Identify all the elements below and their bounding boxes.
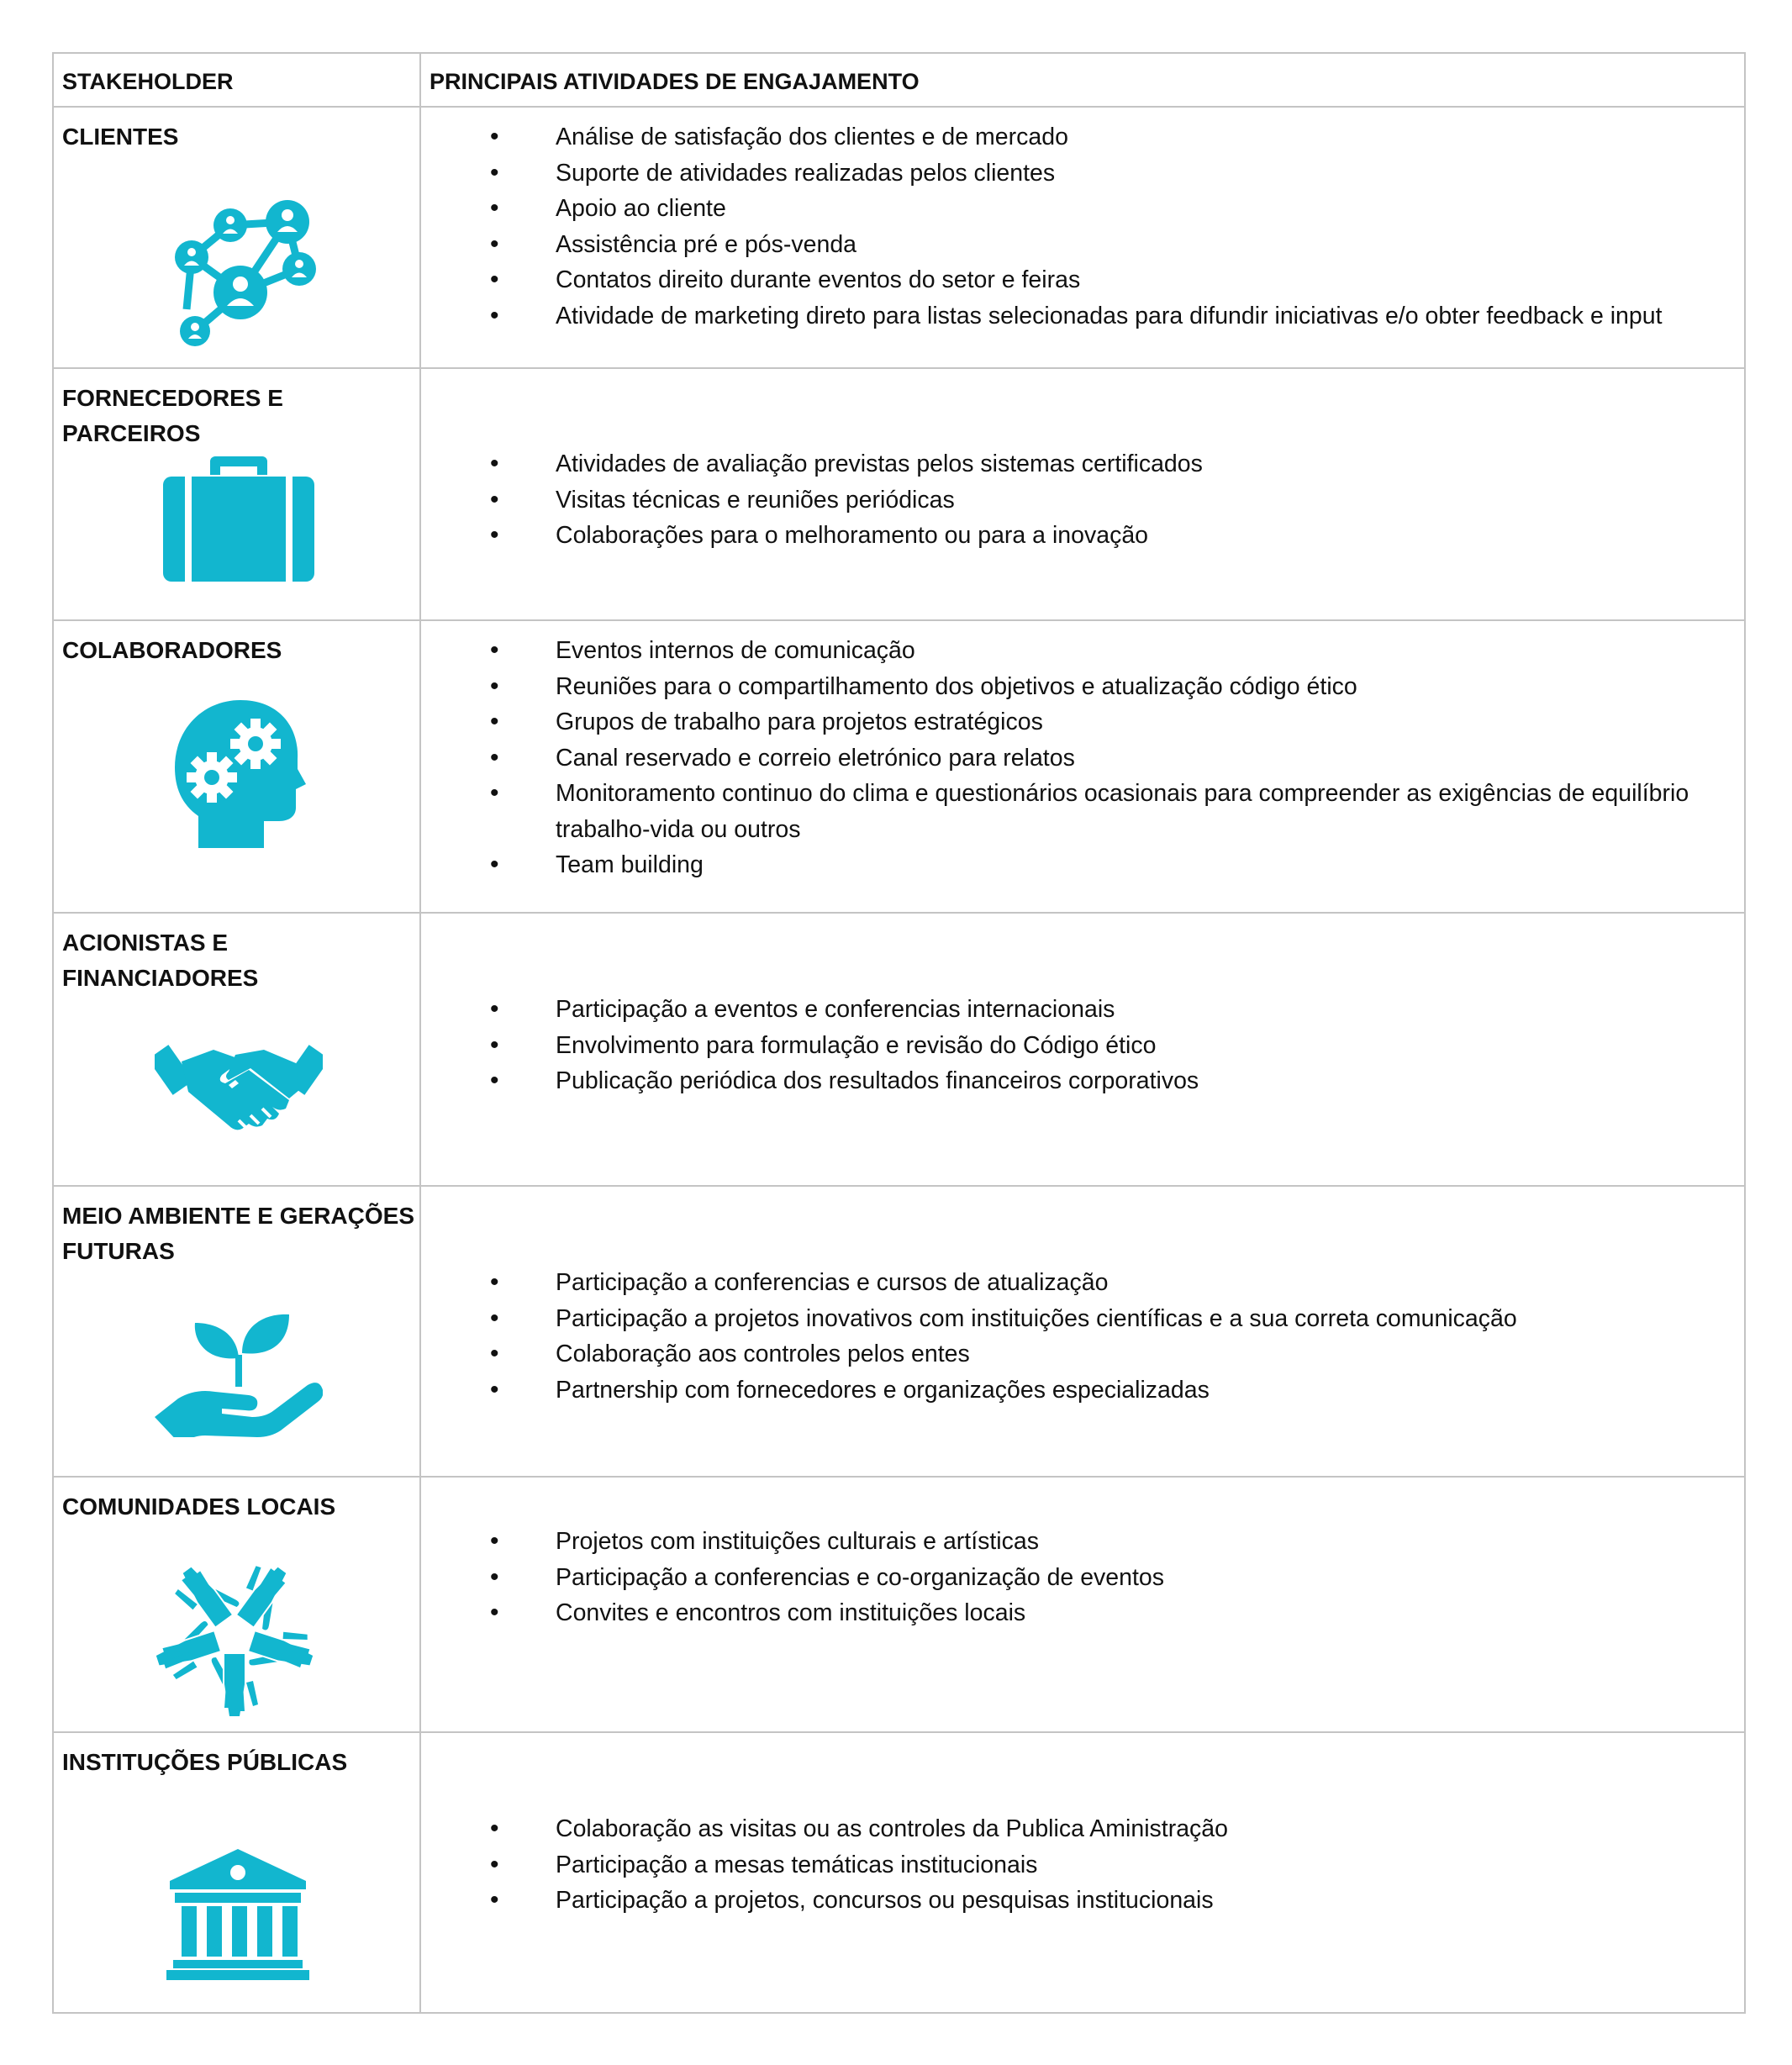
activity-item: • Participação a eventos e conferencias internacionais (421, 992, 1744, 1028)
activity-item: • Atividades de avaliação previstas pelos sistemas certificados (421, 446, 1744, 482)
stakeholder-cell (53, 620, 420, 913)
activity-list (421, 108, 1744, 334)
activities-cell (420, 107, 1745, 368)
activity-item: • Visitas técnicas e reuniões periódicas (421, 482, 1744, 519)
row-acionistas (53, 913, 1745, 1186)
activities-cell (420, 1477, 1745, 1732)
activity-item: • Participação a conferencias e co-organização de eventos (421, 1560, 1744, 1596)
stakeholder-label: COMUNIDADES LOCAIS (62, 1493, 336, 1520)
activities-cell (420, 1732, 1745, 2013)
briefcase-icon (163, 451, 314, 582)
activity-item: • Team building (421, 847, 1744, 883)
stakeholder-table (52, 52, 1746, 2014)
activity-item: • Eventos internos de comunicação (421, 633, 1744, 669)
activities-cell (420, 913, 1745, 1186)
stakeholder-cell (53, 1477, 420, 1732)
stakeholder-label: FORNECEDORES E PARCEIROS (62, 385, 283, 446)
activity-item: • Assistência pré e pós-venda (421, 227, 1744, 263)
activity-list (421, 1187, 1744, 1408)
network-people-icon (155, 192, 323, 351)
activity-item: • Publicação periódica dos resultados financeiros corporativos (421, 1063, 1744, 1099)
row-instituicoes (53, 1732, 1745, 2013)
activity-list (421, 1478, 1744, 1631)
stakeholder-label: MEIO AMBIENTE E GERAÇÕES FUTURAS (62, 1203, 415, 1264)
activities-cell (420, 1186, 1745, 1477)
activity-item: • Atividade de marketing direto para listas selecionadas para difundir iniciativas e/o obter feedback e input (421, 298, 1744, 335)
activity-item: • Partnership com fornecedores e organizações especializadas (421, 1372, 1744, 1409)
activity-item: • Análise de satisfação dos clientes e de mercado (421, 119, 1744, 155)
activity-list (421, 1733, 1744, 1919)
stakeholder-label: COLABORADORES (62, 637, 282, 663)
stakeholder-cell (53, 1732, 420, 2013)
plant-in-hand-icon (155, 1311, 323, 1437)
row-clientes (53, 107, 1745, 368)
stakeholder-label: CLIENTES (62, 124, 179, 150)
activities-cell (420, 620, 1745, 913)
header-cell-activities (420, 53, 1745, 107)
head-gears-icon (173, 698, 308, 850)
activity-item: • Apoio ao cliente (421, 191, 1744, 227)
activity-list (421, 914, 1744, 1099)
activity-item: • Monitoramento continuo do clima e questionários ocasionais para compreender as exigências de equilíbrio trabalho-vida ou outros (421, 776, 1744, 847)
handshake-icon (155, 1031, 323, 1132)
activity-item: • Colaborações para o melhoramento ou para a inovação (421, 518, 1744, 554)
row-colaboradores (53, 620, 1745, 913)
stakeholder-cell (53, 368, 420, 620)
activity-item: • Contatos direito durante eventos do setor e feiras (421, 262, 1744, 298)
activity-item: • Participação a conferencias e cursos de atualização (421, 1265, 1744, 1301)
row-comunidades (53, 1477, 1745, 1732)
activity-item: • Projetos com instituições culturais e artísticas (421, 1524, 1744, 1560)
activity-list (421, 621, 1744, 883)
activity-item: • Grupos de trabalho para projetos estratégicos (421, 704, 1744, 740)
header-row (53, 53, 1745, 107)
activity-item: • Colaboração aos controles pelos entes (421, 1336, 1744, 1372)
header-stakeholder: STAKEHOLDER (62, 69, 234, 94)
header-cell-stakeholder (53, 53, 420, 107)
stakeholder-cell (53, 913, 420, 1186)
activities-cell (420, 368, 1745, 620)
activity-item: • Suporte de atividades realizadas pelos clientes (421, 155, 1744, 192)
activity-item: • Participação a projetos inovativos com instituições científicas e a sua correta comunicação (421, 1301, 1744, 1337)
hands-circle-icon (150, 1551, 319, 1720)
stakeholder-label: ACIONISTAS E FINANCIADORES (62, 930, 259, 991)
activity-item: • Envolvimento para formulação e revisão do Código ético (421, 1028, 1744, 1064)
activity-item: • Canal reservado e correio eletrónico para relatos (421, 740, 1744, 777)
activity-item: • Participação a mesas temáticas institucionais (421, 1847, 1744, 1883)
activity-item: • Convites e encontros com instituições locais (421, 1595, 1744, 1631)
activity-item: • Colaboração as visitas ou as controles da Publica Aministração (421, 1811, 1744, 1847)
activity-list (421, 369, 1744, 554)
stakeholder-cell (53, 107, 420, 368)
row-fornecedores (53, 368, 1745, 620)
stakeholder-cell (53, 1186, 420, 1477)
row-meio-ambiente (53, 1186, 1745, 1477)
activity-item: • Reuniões para o compartilhamento dos objetivos e atualização código ético (421, 669, 1744, 705)
stakeholder-label: INSTITUÇÕES PÚBLICAS (62, 1749, 348, 1775)
activity-item: • Participação a projetos, concursos ou pesquisas institucionais (421, 1883, 1744, 1919)
institution-building-icon (166, 1847, 309, 1982)
header-activities: PRINCIPAIS ATIVIDADES DE ENGAJAMENTO (430, 69, 920, 94)
